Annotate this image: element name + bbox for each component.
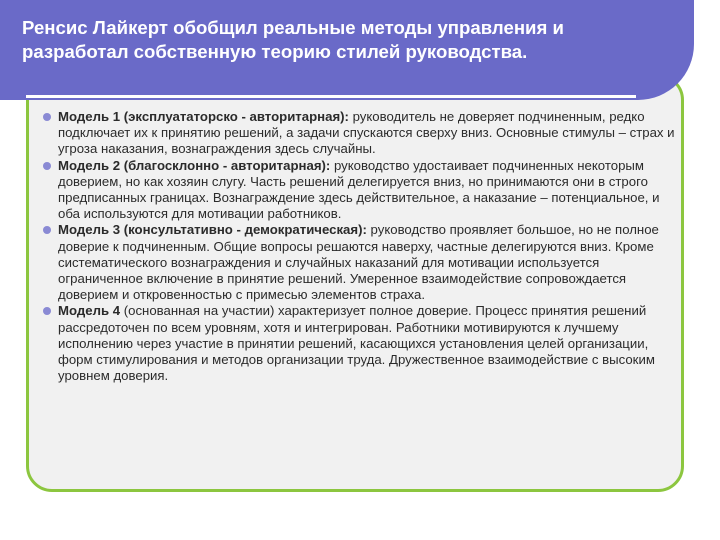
- list-item: [40, 158, 680, 223]
- model-name: Модель 4: [58, 303, 121, 319]
- header-divider: [26, 95, 636, 98]
- list-item: [40, 222, 680, 303]
- model-description: руководство удостаивает подчиненных некоторым доверием, но как хозяин слугу. Часть решений делегируется вниз, но принимаются они в строго предписанных границах. Вознаграждение здесь действительное, а наказание – потенциальное, и оба используются для мотивации работников.: [58, 157, 660, 222]
- list-item: [40, 109, 680, 158]
- bullet-icon: [43, 307, 51, 315]
- model-description: руководитель не доверяет подчиненным, редко подключает их к принятию решений, а задачи спускаются сверху вниз. Основные стимулы – страх и угроза наказания, вознаграждения здесь случайны.: [58, 109, 675, 157]
- bullet-icon: [43, 226, 51, 234]
- model-description: (основанная на участии) характеризует полное доверие. Процесс принятия решений рассредоточен по всем уровням, хотя и интегрирован. Работники мотивируются к лучшему исполнению через участие в принятии решений, касающихся установления целей организации, форм стимулирования и методов организации труда. Дружественное взаимодействие с высоким уровнем доверия.: [58, 303, 655, 384]
- bullet-icon: [43, 162, 51, 170]
- list-item: [40, 303, 680, 384]
- slide-title: Ренсис Лайкерт обобщил реальные методы управления и разработал собственную теорию стилей руководства.: [22, 17, 564, 62]
- bullet-list: [40, 109, 680, 384]
- model-name: Модель 1 (эксплуататорско - авторитарная):: [58, 109, 349, 124]
- bullet-icon: [43, 113, 51, 121]
- header-band: [0, 0, 694, 100]
- model-name: Модель 2 (благосклонно - авторитарная):: [58, 157, 331, 173]
- model-description: руководство проявляет большое, но не полное доверие к подчиненным. Общие вопросы решаются наверху, частные делегируются вниз. Кроме систематического вознаграждения и случайных наказаний для мотивации используется ограниченное включение в принятие решений. Умеренное взаимодействие сопровождается доверием и откровенностью с примесью элементов страха.: [58, 222, 659, 303]
- model-name: Модель 3 (консультативно - демократическая):: [58, 222, 367, 238]
